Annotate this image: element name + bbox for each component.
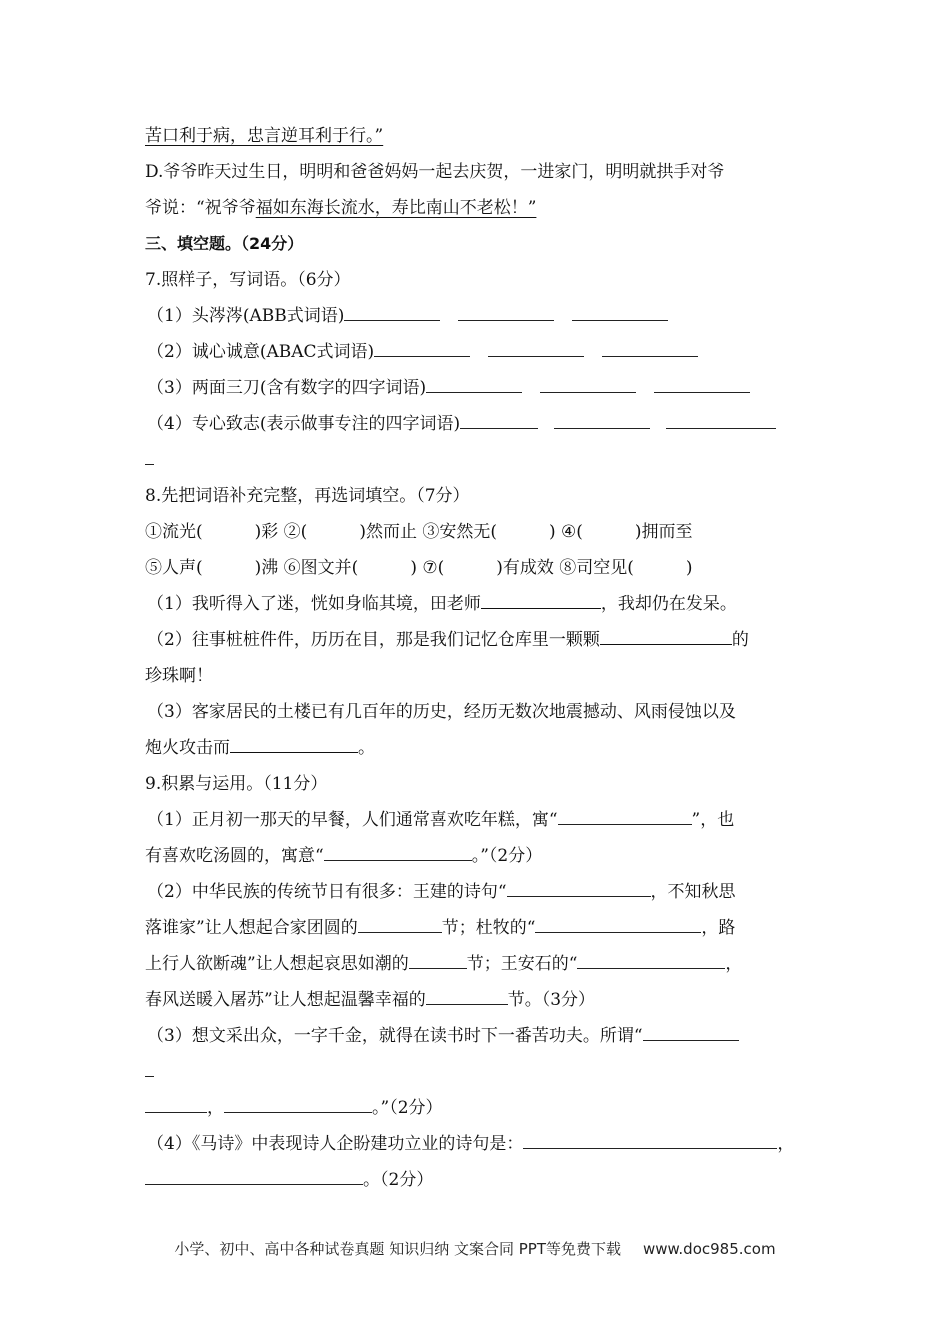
q9-2-text-d: 节；杜牧的“ (441, 918, 536, 938)
answer-blank[interactable] (535, 910, 701, 933)
q7-item-3 (145, 370, 810, 406)
q8-3-text: 炮火攻击而 (145, 738, 230, 758)
answer-blank[interactable] (488, 334, 584, 357)
word-part: )然而止 ③安然无( (359, 522, 497, 542)
word-part: ⑤人声( (145, 558, 203, 578)
q9-2-text-f: 上行人欲断魂”让人想起哀思如潮的 (145, 954, 409, 974)
underlined-quote: 福如东海长流水，寿比南山不老松！” (255, 198, 537, 218)
q7-item-1 (145, 298, 810, 334)
answer-blank[interactable] (145, 1054, 154, 1077)
word-part: )有成效 ⑧司空见( (496, 558, 634, 578)
answer-blank[interactable] (577, 946, 725, 969)
q9-4-text-end: 。（2分） (363, 1170, 434, 1190)
answer-blank[interactable] (523, 1126, 777, 1149)
q9-1-text-mid: ”，也 (691, 810, 735, 830)
word-part: ) ⑦( (410, 558, 445, 578)
q9-item-3-overflow (145, 1054, 810, 1090)
answer-blank[interactable] (145, 1162, 363, 1185)
q8-1-text-end: ，我却仍在发呆。 (600, 594, 737, 614)
answer-blank[interactable] (558, 802, 692, 825)
q9-3-text: （3）想文采出众，一字千金，就得在读书时下一番苦功夫。所谓“ (147, 1026, 643, 1046)
answer-blank[interactable] (481, 586, 601, 609)
q8-1-text: （1）我听得入了迷，恍如身临其境，田老师 (147, 594, 481, 614)
q8-2-text-end: 的 (731, 630, 749, 650)
answer-blank[interactable] (145, 1090, 207, 1113)
q8-item-2 (145, 622, 810, 658)
word-part: )彩 ②( (254, 522, 308, 542)
q8-3-text-end: 。 (358, 738, 375, 758)
word-part: )沸 ⑥图文并( (254, 558, 359, 578)
answer-blank[interactable] (426, 982, 508, 1005)
q9-2-text-b: ，不知秋思 (650, 882, 736, 902)
footer-url[interactable]: www.doc985.com (642, 1240, 776, 1258)
q9-2-text-i: 春风送暖入屠苏”让人想起温馨幸福的 (145, 990, 426, 1010)
underlined-quote: 苦口利于病，忠言逆耳利于行。” (145, 126, 384, 146)
word-part: ) (685, 558, 693, 578)
q9-item-2-line4 (145, 982, 810, 1018)
page-footer (0, 1238, 950, 1259)
q8-item-3: （3）客家居民的土楼已有几百年的历史，经历无数次地震撼动、风雨侵蚀以及 (147, 702, 736, 722)
q9-2-text-h: ， (725, 954, 743, 974)
answer-blank[interactable] (643, 1018, 739, 1041)
option-c-end (145, 118, 810, 154)
q9-2-text-j: 节。（3分） (507, 990, 596, 1010)
q7-1-prompt: （1）头涔涔(ABB式词语) (147, 306, 345, 326)
q8-word-row-1 (145, 514, 810, 550)
answer-blank[interactable] (324, 838, 472, 861)
question-8: 8.先把词语补充完整，再选词填空。（7分） (145, 486, 470, 506)
q9-item-2 (145, 874, 810, 910)
q9-item-1 (145, 802, 810, 838)
q8-item-2-cont: 珍珠啊！ (145, 666, 213, 686)
answer-blank[interactable] (666, 406, 776, 429)
q9-1-text-cont: 有喜欢吃汤圆的，寓意“ (145, 846, 324, 866)
answer-blank[interactable] (602, 334, 698, 357)
answer-blank[interactable] (358, 910, 442, 933)
q9-2-text-e: ，路 (701, 918, 736, 938)
q9-1-text: （1）正月初一那天的早餐，人们通常喜欢吃年糕，寓“ (147, 810, 558, 830)
answer-blank[interactable] (600, 622, 732, 645)
answer-blank[interactable] (145, 442, 154, 465)
answer-blank[interactable] (460, 406, 538, 429)
q8-item-3-cont (145, 730, 810, 766)
answer-blank[interactable] (572, 298, 668, 321)
q9-3-text-end: 。”（2分） (372, 1098, 443, 1118)
q9-item-4 (145, 1126, 810, 1162)
answer-blank[interactable] (507, 874, 651, 897)
q9-1-text-end: 。”（2分） (471, 846, 543, 866)
q8-word-row-2 (145, 550, 810, 586)
q9-item-1-cont (145, 838, 810, 874)
answer-blank[interactable] (230, 730, 358, 753)
answer-blank[interactable] (554, 406, 650, 429)
answer-blank[interactable] (409, 946, 467, 969)
q9-item-2-line3 (145, 946, 810, 982)
q7-3-prompt: （3）两面三刀(含有数字的四字词语) (147, 378, 427, 398)
q9-4-comma: ， (777, 1134, 795, 1154)
q9-item-4-cont (145, 1162, 810, 1198)
option-d-line2 (145, 190, 810, 226)
q7-overflow-line (145, 442, 810, 478)
q9-2-text-g: 节；王安石的“ (466, 954, 578, 974)
q8-item-1 (145, 586, 810, 622)
answer-blank[interactable] (426, 370, 522, 393)
answer-blank[interactable] (224, 1090, 372, 1113)
q9-item-3-cont (145, 1090, 810, 1126)
answer-blank[interactable] (654, 370, 750, 393)
answer-blank[interactable] (344, 298, 440, 321)
q7-4-prompt: （4）专心致志(表示做事专注的四字词语) (147, 414, 461, 434)
answer-blank[interactable] (458, 298, 554, 321)
option-d-line1: D.爷爷昨天过生日，明明和爸爸妈妈一起去庆贺，一进家门，明明就拱手对爷 (145, 162, 725, 182)
q9-2-text-c: 落谁家”让人想起合家团圆的 (145, 918, 358, 938)
option-d-text: 爷说：“祝爷爷 (145, 198, 256, 218)
q9-item-2-line2 (145, 910, 810, 946)
exam-page (145, 118, 810, 1198)
answer-blank[interactable] (374, 334, 470, 357)
answer-blank[interactable] (540, 370, 636, 393)
question-9: 9.积累与运用。（11分） (145, 774, 328, 794)
section-three-heading: 三、填空题。（24分） (145, 234, 304, 253)
word-part: ①流光( (145, 522, 203, 542)
q7-item-4 (145, 406, 810, 442)
footer-text: 小学、初中、高中各种试卷真题 知识归纳 文案合同 PPT等免费下载 (174, 1240, 621, 1258)
q8-2-text: （2）往事桩桩件件，历历在目，那是我们记忆仓库里一颗颗 (147, 630, 600, 650)
word-part: )拥而至 (634, 522, 693, 542)
word-part: ) ④( (548, 522, 583, 542)
q7-2-prompt: （2）诚心诚意(ABAC式词语) (147, 342, 375, 362)
q7-item-2 (145, 334, 810, 370)
q9-item-3 (145, 1018, 810, 1054)
question-7: 7.照样子，写词语。（6分） (145, 270, 351, 290)
q9-2-text: （2）中华民族的传统节日有很多：王建的诗句“ (147, 882, 507, 902)
q9-4-text: （4）《马诗》中表现诗人企盼建功立业的诗句是： (147, 1134, 524, 1154)
q9-3-comma: ， (207, 1098, 224, 1118)
